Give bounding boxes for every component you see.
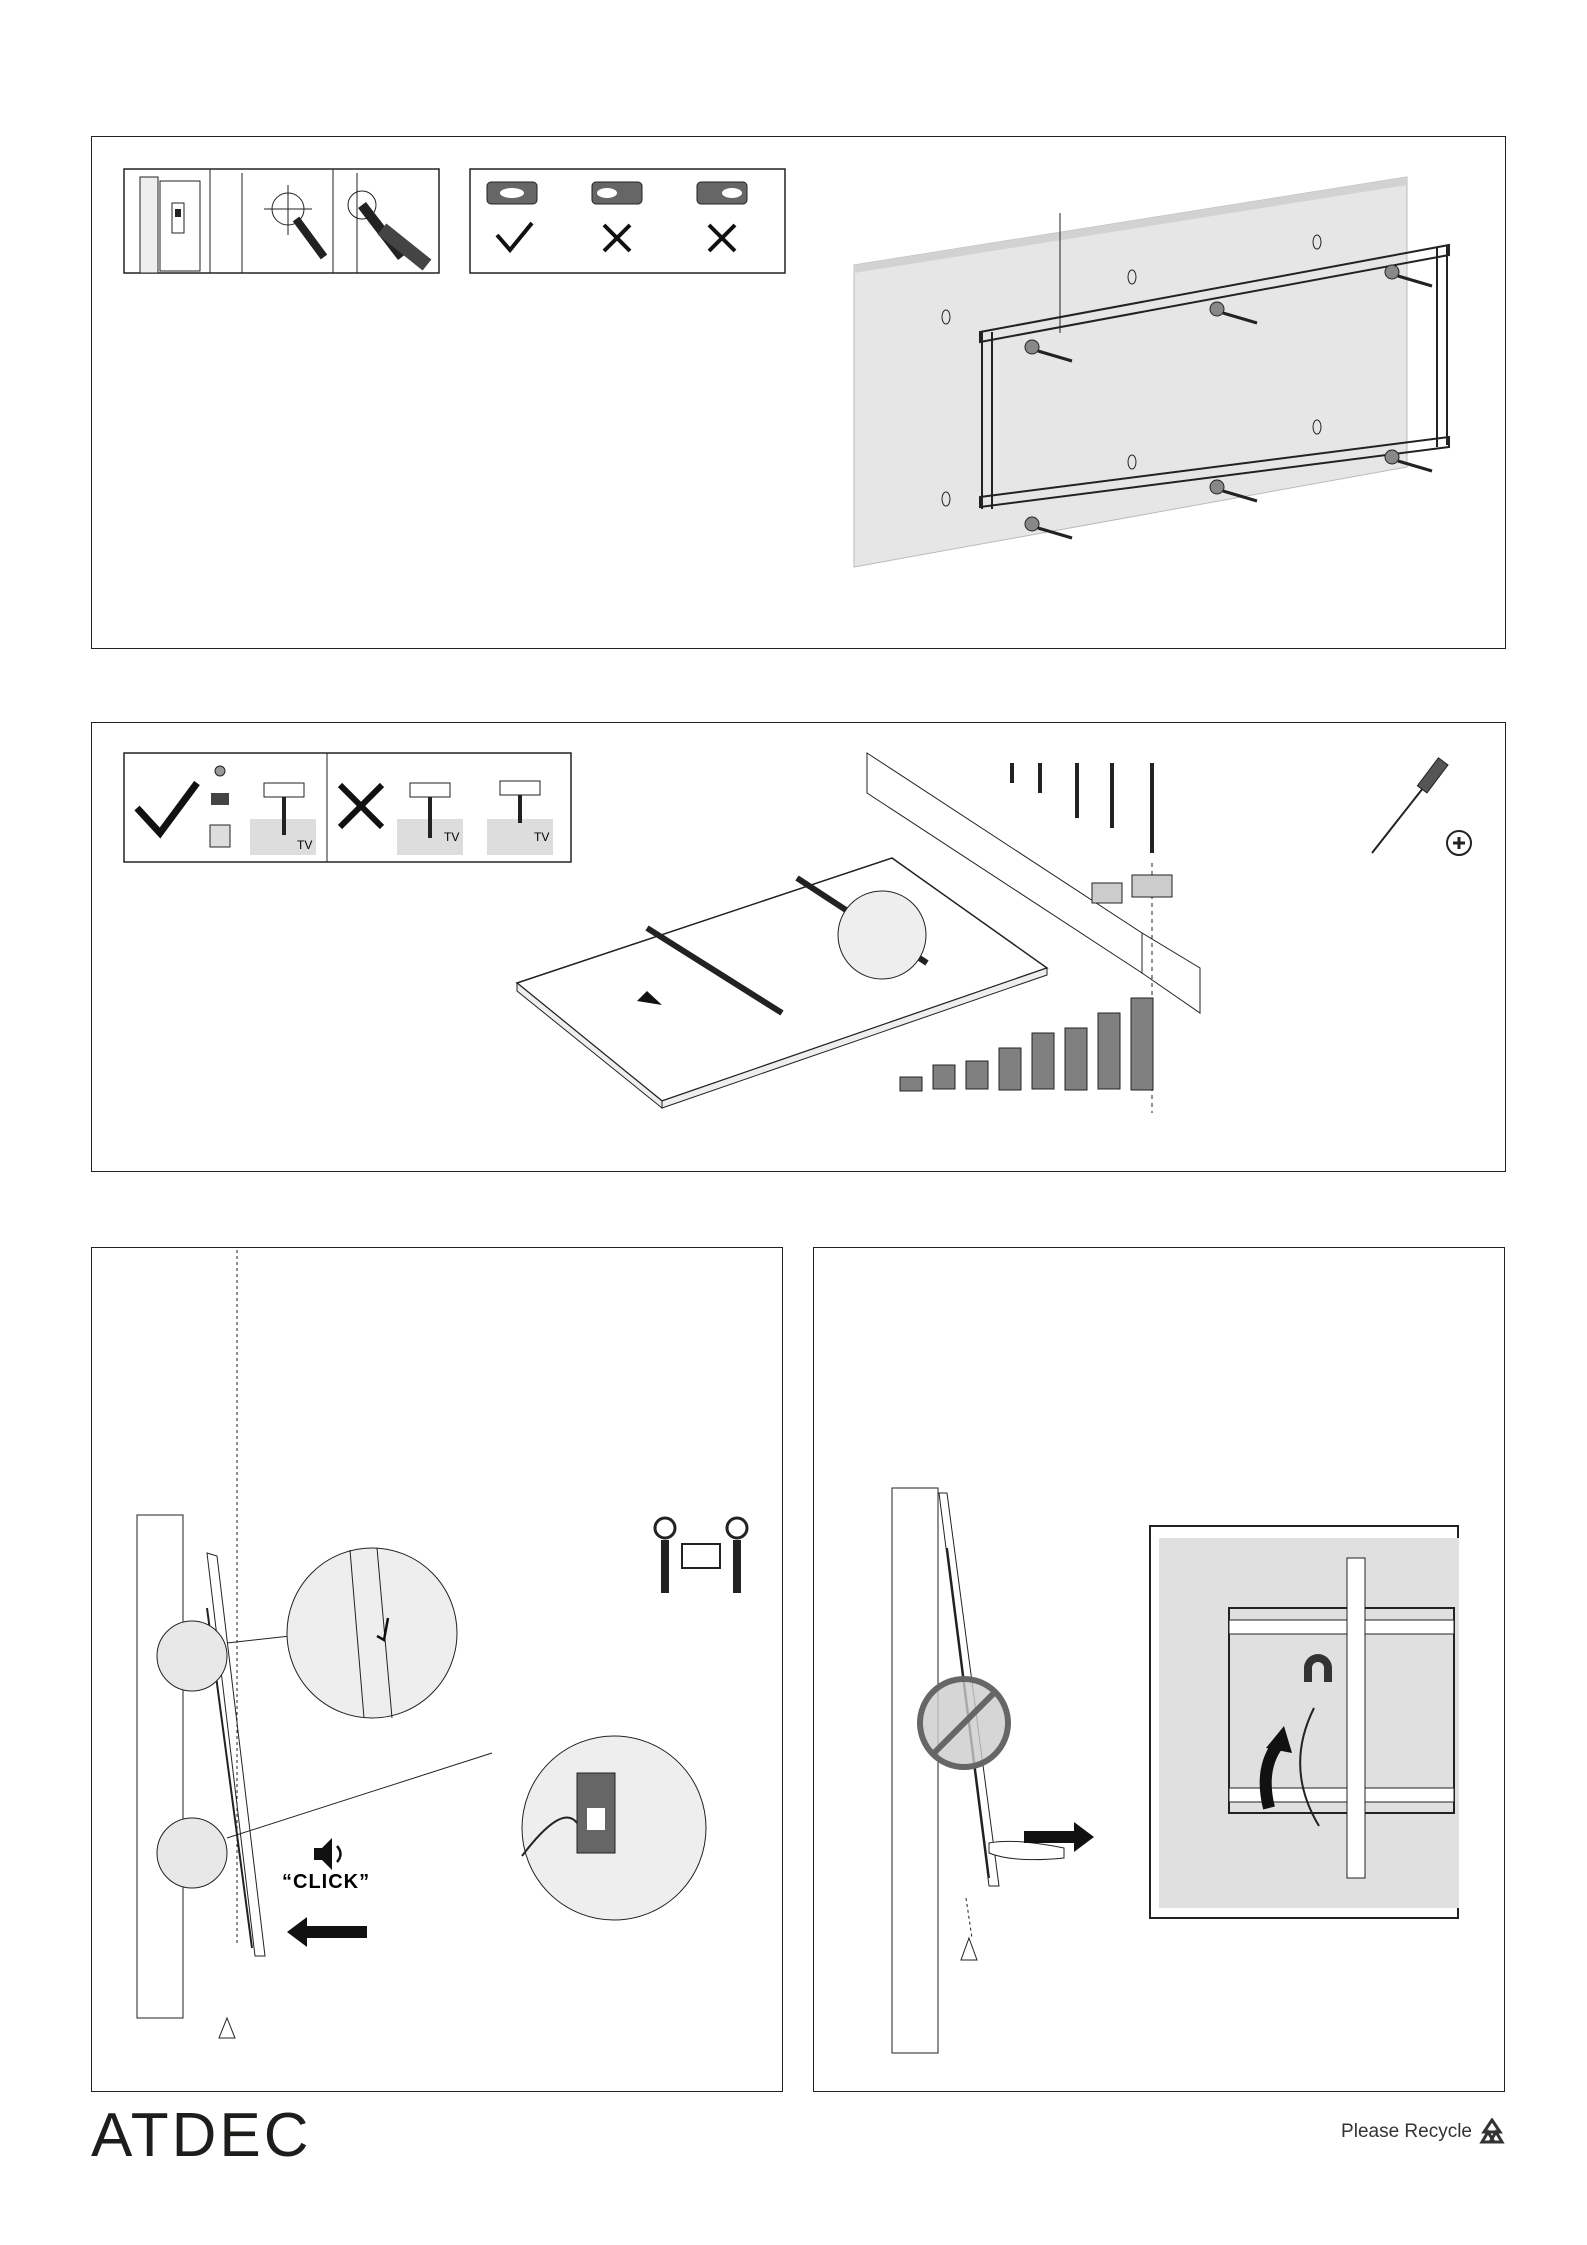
brand-logo: ATDEC: [91, 2101, 312, 2170]
phillips-head-icon: [1447, 831, 1471, 855]
two-person-lift-icon: [655, 1518, 747, 1593]
wall-illustration: [854, 177, 1407, 567]
spirit-level-icon: [470, 169, 785, 273]
wall-section: [137, 1515, 183, 2018]
arrow-left: [287, 1917, 367, 1947]
tv-label: TV: [534, 830, 550, 844]
screwdriver-icon: [1372, 783, 1427, 853]
detail-circle-hook: [287, 1548, 457, 1718]
speaker-icon: [314, 1838, 341, 1870]
detail-circle-latch: [522, 1736, 706, 1920]
recycle-icon: [1478, 2118, 1506, 2146]
step-panel-hang-tv: [91, 1247, 783, 2092]
step-panel-lock-release: [813, 1247, 1505, 2092]
wall-section: [892, 1488, 938, 2053]
step-panel-tv-rails: [91, 722, 1506, 1172]
recycle-text: Please Recycle: [1341, 2121, 1472, 2142]
prohibited-icon: [920, 1679, 1008, 1767]
recycle-notice: [1341, 2118, 1506, 2146]
tv-label: TV: [297, 838, 313, 852]
step-panel-wall-mount: [91, 136, 1506, 649]
tv-label: TV: [444, 830, 460, 844]
hand-illustration: [989, 1841, 1064, 1859]
click-label: “CLICK”: [282, 1871, 371, 1893]
detail-inset: [1150, 1526, 1459, 1918]
drill-icon: [124, 169, 439, 273]
